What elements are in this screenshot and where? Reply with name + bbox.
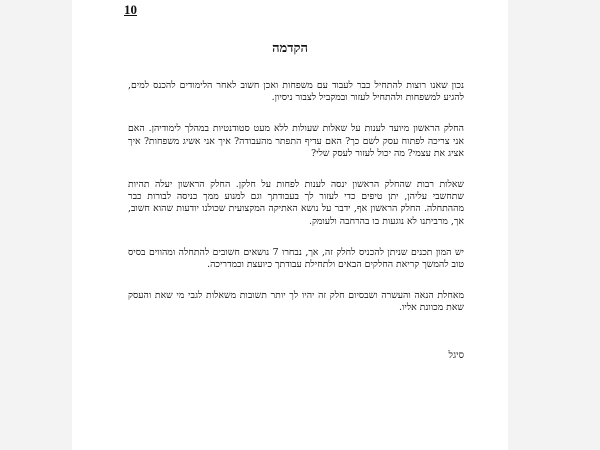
paragraph-1: נכון שאנו רוצות להתחיל כבר לעבוד עם משפחות ואכן חשוב לאחר הלימודים להכנס למים, להגיע למשפחות ולהתחיל לעזור ובמקביל לצבור ניסיון. (128, 80, 464, 104)
document-body (128, 80, 464, 334)
page-title: הקדמה (272, 41, 308, 56)
signature: סיגל (448, 350, 464, 361)
page-number: 10 (124, 2, 137, 17)
paragraph-3: שאלות רבות שהחלק הראשון ינסה לענות לפחות על חלקן. החלק הראשון יעלה תהיות שתחשבי עליהן, יתן טיפים כדי לעזור לך בעבודתך וגם למנוע ממך כניסה לבורות כבר מההתחלה. החלק הראשון אף, ידבר על נושא האתיקה המקצועית שכולנו יודעות שהוא חשוב, אך, מרביתנו לא נוגעות בו בהרחבה ולעומק. (128, 179, 464, 227)
paragraph-2: החלק הראשון מיועד לענות על שאלות שעולות ללא מעט סטודנטיות במהלך לימודיהן. האם אני צריכה לפתוח עסק לשם כך? האם עדיף התפתר מהעבודה? איך אני אשיג משפחות? איך אציג את עצמי? מה יכול לעזור לעסק שלי? (128, 123, 464, 159)
paragraph-4: יש המון תכנים שניתן להכניס לחלק זה, אך, נבחרו 7 נושאים חשובים להתחלה ומהווים בסיס טוב להמשך קריאת החלקים הבאים ולתחילת עבודתך כיועצת וכמדריכה. (128, 246, 464, 271)
document-page (72, 0, 508, 450)
paragraph-5: מאחלת הנאה והעשרה ושבסיום חלק זה יהיו לך יותר תשובות משאלות לגבי מי שאת והעסק שאת מכוונת אליו. (128, 290, 464, 314)
